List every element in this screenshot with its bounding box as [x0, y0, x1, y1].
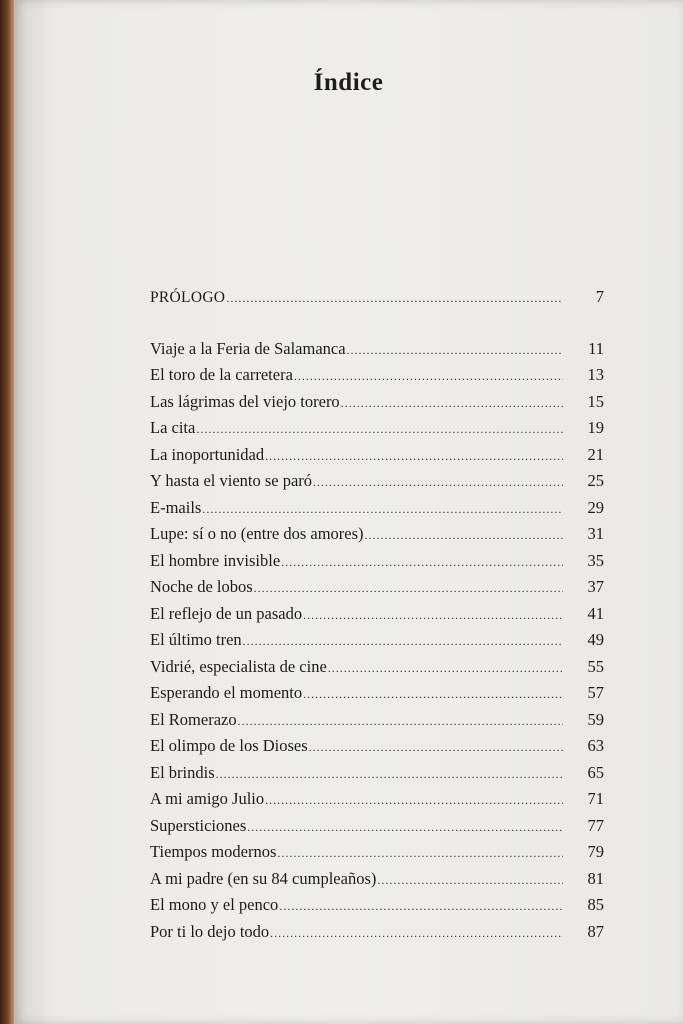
dot-leader: [277, 840, 563, 867]
toc-entry: [150, 786, 604, 813]
toc-entry-prologue: [150, 284, 604, 311]
toc-entry-page-number: 71: [587, 789, 604, 808]
toc-entry-page-number: 57: [587, 683, 604, 702]
dot-leader: [226, 285, 563, 312]
toc-entry-title: Las lágrimas del viejo torero: [150, 391, 340, 411]
dot-leader: [309, 734, 563, 761]
toc-entry-page-number: 63: [587, 736, 604, 755]
toc-entry-page-number: 55: [587, 656, 604, 676]
dot-leader: [313, 469, 563, 496]
dot-leader: [294, 363, 563, 390]
toc-entry-page-number: 29: [587, 497, 604, 517]
toc-entry: [150, 548, 604, 575]
toc-entry-title: El olimpo de los Dioses: [150, 736, 308, 755]
toc-entry: [150, 601, 604, 628]
book-page: [14, 0, 683, 1024]
toc-entry-title: Supersticiones: [150, 815, 247, 835]
toc-entry-title: El brindis: [150, 762, 215, 782]
toc-entry-page-number: 65: [587, 762, 604, 782]
toc-entry-page-number: 87: [587, 921, 604, 941]
toc-entry: [150, 680, 604, 707]
toc-entry-title: Viaje a la Feria de Salamanca: [150, 338, 346, 358]
toc-entry-title: Esperando el momento: [150, 683, 303, 702]
dot-leader: [243, 628, 563, 655]
toc-entry-title: Noche de lobos: [150, 577, 253, 596]
dot-leader: [238, 708, 563, 735]
toc-entry: [150, 707, 604, 734]
toc-entry: [150, 362, 604, 389]
toc-entry-page-number: 21: [587, 444, 604, 464]
toc-entry-title: El reflejo de un pasado: [150, 603, 303, 623]
toc-entry-title: Lupe: sí o no (entre dos amores): [150, 524, 364, 543]
toc-entry: [150, 495, 604, 522]
toc-entry-page-number: 15: [587, 391, 604, 411]
toc-entry-title: A mi padre (en su 84 cumpleaños): [150, 868, 377, 888]
toc-entry: [150, 389, 604, 416]
toc-entry-title: PRÓLOGO: [150, 289, 226, 306]
toc-entry-title: El mono y el penco: [150, 895, 279, 914]
toc-entry-title: E-mails: [150, 497, 202, 517]
toc-entry-page-number: 31: [587, 524, 604, 543]
toc-entry: [150, 627, 604, 654]
page-title: Índice: [313, 68, 384, 96]
toc-entry-page-number: 59: [587, 709, 604, 729]
toc-entry: [150, 468, 604, 495]
dot-leader: [202, 496, 563, 523]
dot-leader: [341, 390, 563, 417]
toc-entry-page-number: 81: [587, 868, 604, 888]
dot-leader: [281, 549, 563, 576]
toc-entry-page-number: 41: [587, 603, 604, 623]
dot-leader: [265, 443, 563, 470]
toc-entry-page-number: 77: [587, 815, 604, 835]
toc-entry: [150, 415, 604, 442]
toc-entry-page-number: 49: [587, 630, 604, 649]
toc-entry: [150, 733, 604, 760]
toc-entry-title: El Romerazo: [150, 709, 237, 729]
table-of-contents: [150, 284, 604, 945]
toc-entry: [150, 521, 604, 548]
toc-entry-page-number: 7: [595, 287, 604, 306]
dot-leader: [365, 522, 563, 549]
toc-entry-page-number: 25: [587, 471, 604, 490]
dot-leader: [254, 575, 563, 602]
toc-entry-title: El último tren: [150, 630, 242, 649]
dot-leader: [265, 787, 563, 814]
toc-entry-title: Y hasta el viento se paró: [150, 471, 313, 490]
toc-entry: [150, 654, 604, 681]
dot-leader: [303, 602, 563, 629]
toc-entry: [150, 442, 604, 469]
toc-entry: [150, 839, 604, 866]
toc-entry: [150, 760, 604, 787]
dot-leader: [347, 337, 563, 364]
toc-entry: [150, 336, 604, 363]
dot-leader: [216, 761, 563, 788]
toc-entry-page-number: 35: [587, 550, 604, 570]
toc-entry-title: La cita: [150, 418, 196, 437]
dot-leader: [196, 416, 563, 443]
toc-entry: [150, 574, 604, 601]
toc-entry-title: El toro de la carretera: [150, 365, 293, 384]
toc-entry: [150, 813, 604, 840]
toc-entry: [150, 919, 604, 946]
toc-entry-title: A mi amigo Julio: [150, 789, 265, 808]
toc-entry-title: El hombre invisible: [150, 550, 281, 570]
toc-entry-title: Tiempos modernos: [150, 842, 277, 861]
dot-leader: [247, 814, 563, 841]
toc-entry-title: Por ti lo dejo todo: [150, 921, 270, 941]
toc-entry-page-number: 79: [587, 842, 604, 861]
dot-leader: [270, 920, 563, 947]
toc-entry-page-number: 19: [587, 418, 604, 437]
toc-entry-title: Vidrié, especialista de cine: [150, 656, 327, 676]
toc-entry-title: La inoportunidad: [150, 444, 265, 464]
toc-entry-page-number: 85: [587, 895, 604, 914]
toc-entry-page-number: 37: [587, 577, 604, 596]
dot-leader: [303, 681, 563, 708]
dot-leader: [377, 867, 563, 894]
toc-entry-page-number: 13: [587, 365, 604, 384]
dot-leader: [328, 655, 563, 682]
toc-entry: [150, 892, 604, 919]
dot-leader: [279, 893, 563, 920]
toc-entry-page-number: 11: [588, 338, 604, 358]
toc-entry: [150, 866, 604, 893]
